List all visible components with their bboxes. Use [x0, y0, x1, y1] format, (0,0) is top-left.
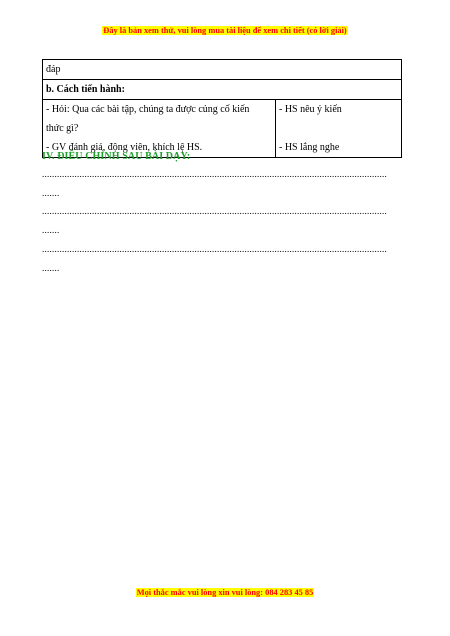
preview-notice-text: Đây là bản xem thử, vui lòng mua tài liệu để xem chi tiết (có lời giải) — [103, 26, 347, 35]
dotted-line: .......................................................................................................................................... — [42, 244, 387, 254]
dotted-line: .......................................................................................................................................... — [42, 169, 387, 179]
table-row — [43, 100, 402, 158]
student-activity-line — [279, 119, 398, 138]
lesson-table — [42, 59, 402, 158]
teacher-activity-line: thức gì? — [46, 123, 79, 134]
dotted-line: .......................................................................................................................................... — [42, 206, 387, 216]
dotted-line: ....... — [42, 225, 60, 235]
procedure-heading: b. Cách tiến hành: — [43, 80, 402, 100]
dotted-line: ....... — [42, 263, 60, 273]
section-heading: IV. ĐIỀU CHỈNH SAU BÀI DẠY: — [42, 151, 191, 162]
table-cell-answer: đáp — [43, 60, 402, 80]
student-activity-cell — [276, 100, 402, 158]
preview-notice-banner — [0, 26, 450, 35]
contact-notice-banner — [0, 588, 450, 597]
teacher-activity-cell — [43, 100, 276, 158]
student-activity-line: - HS nêu ý kiến — [279, 104, 342, 115]
contact-notice-text: Mọi thắc mắc vui lòng xin vui lòng: 084 283 45 85 — [136, 588, 314, 597]
table-row — [43, 60, 402, 80]
student-activity-line: - HS lắng nghe — [279, 142, 340, 153]
teacher-activity-line: - GV đánh giá, động viên, khích lệ HS. — [46, 142, 203, 153]
dotted-line: ....... — [42, 188, 60, 198]
teacher-activity-line: - Hỏi: Qua các bài tập, chúng ta được củng cố kiến — [46, 104, 250, 115]
table-row — [43, 80, 402, 100]
